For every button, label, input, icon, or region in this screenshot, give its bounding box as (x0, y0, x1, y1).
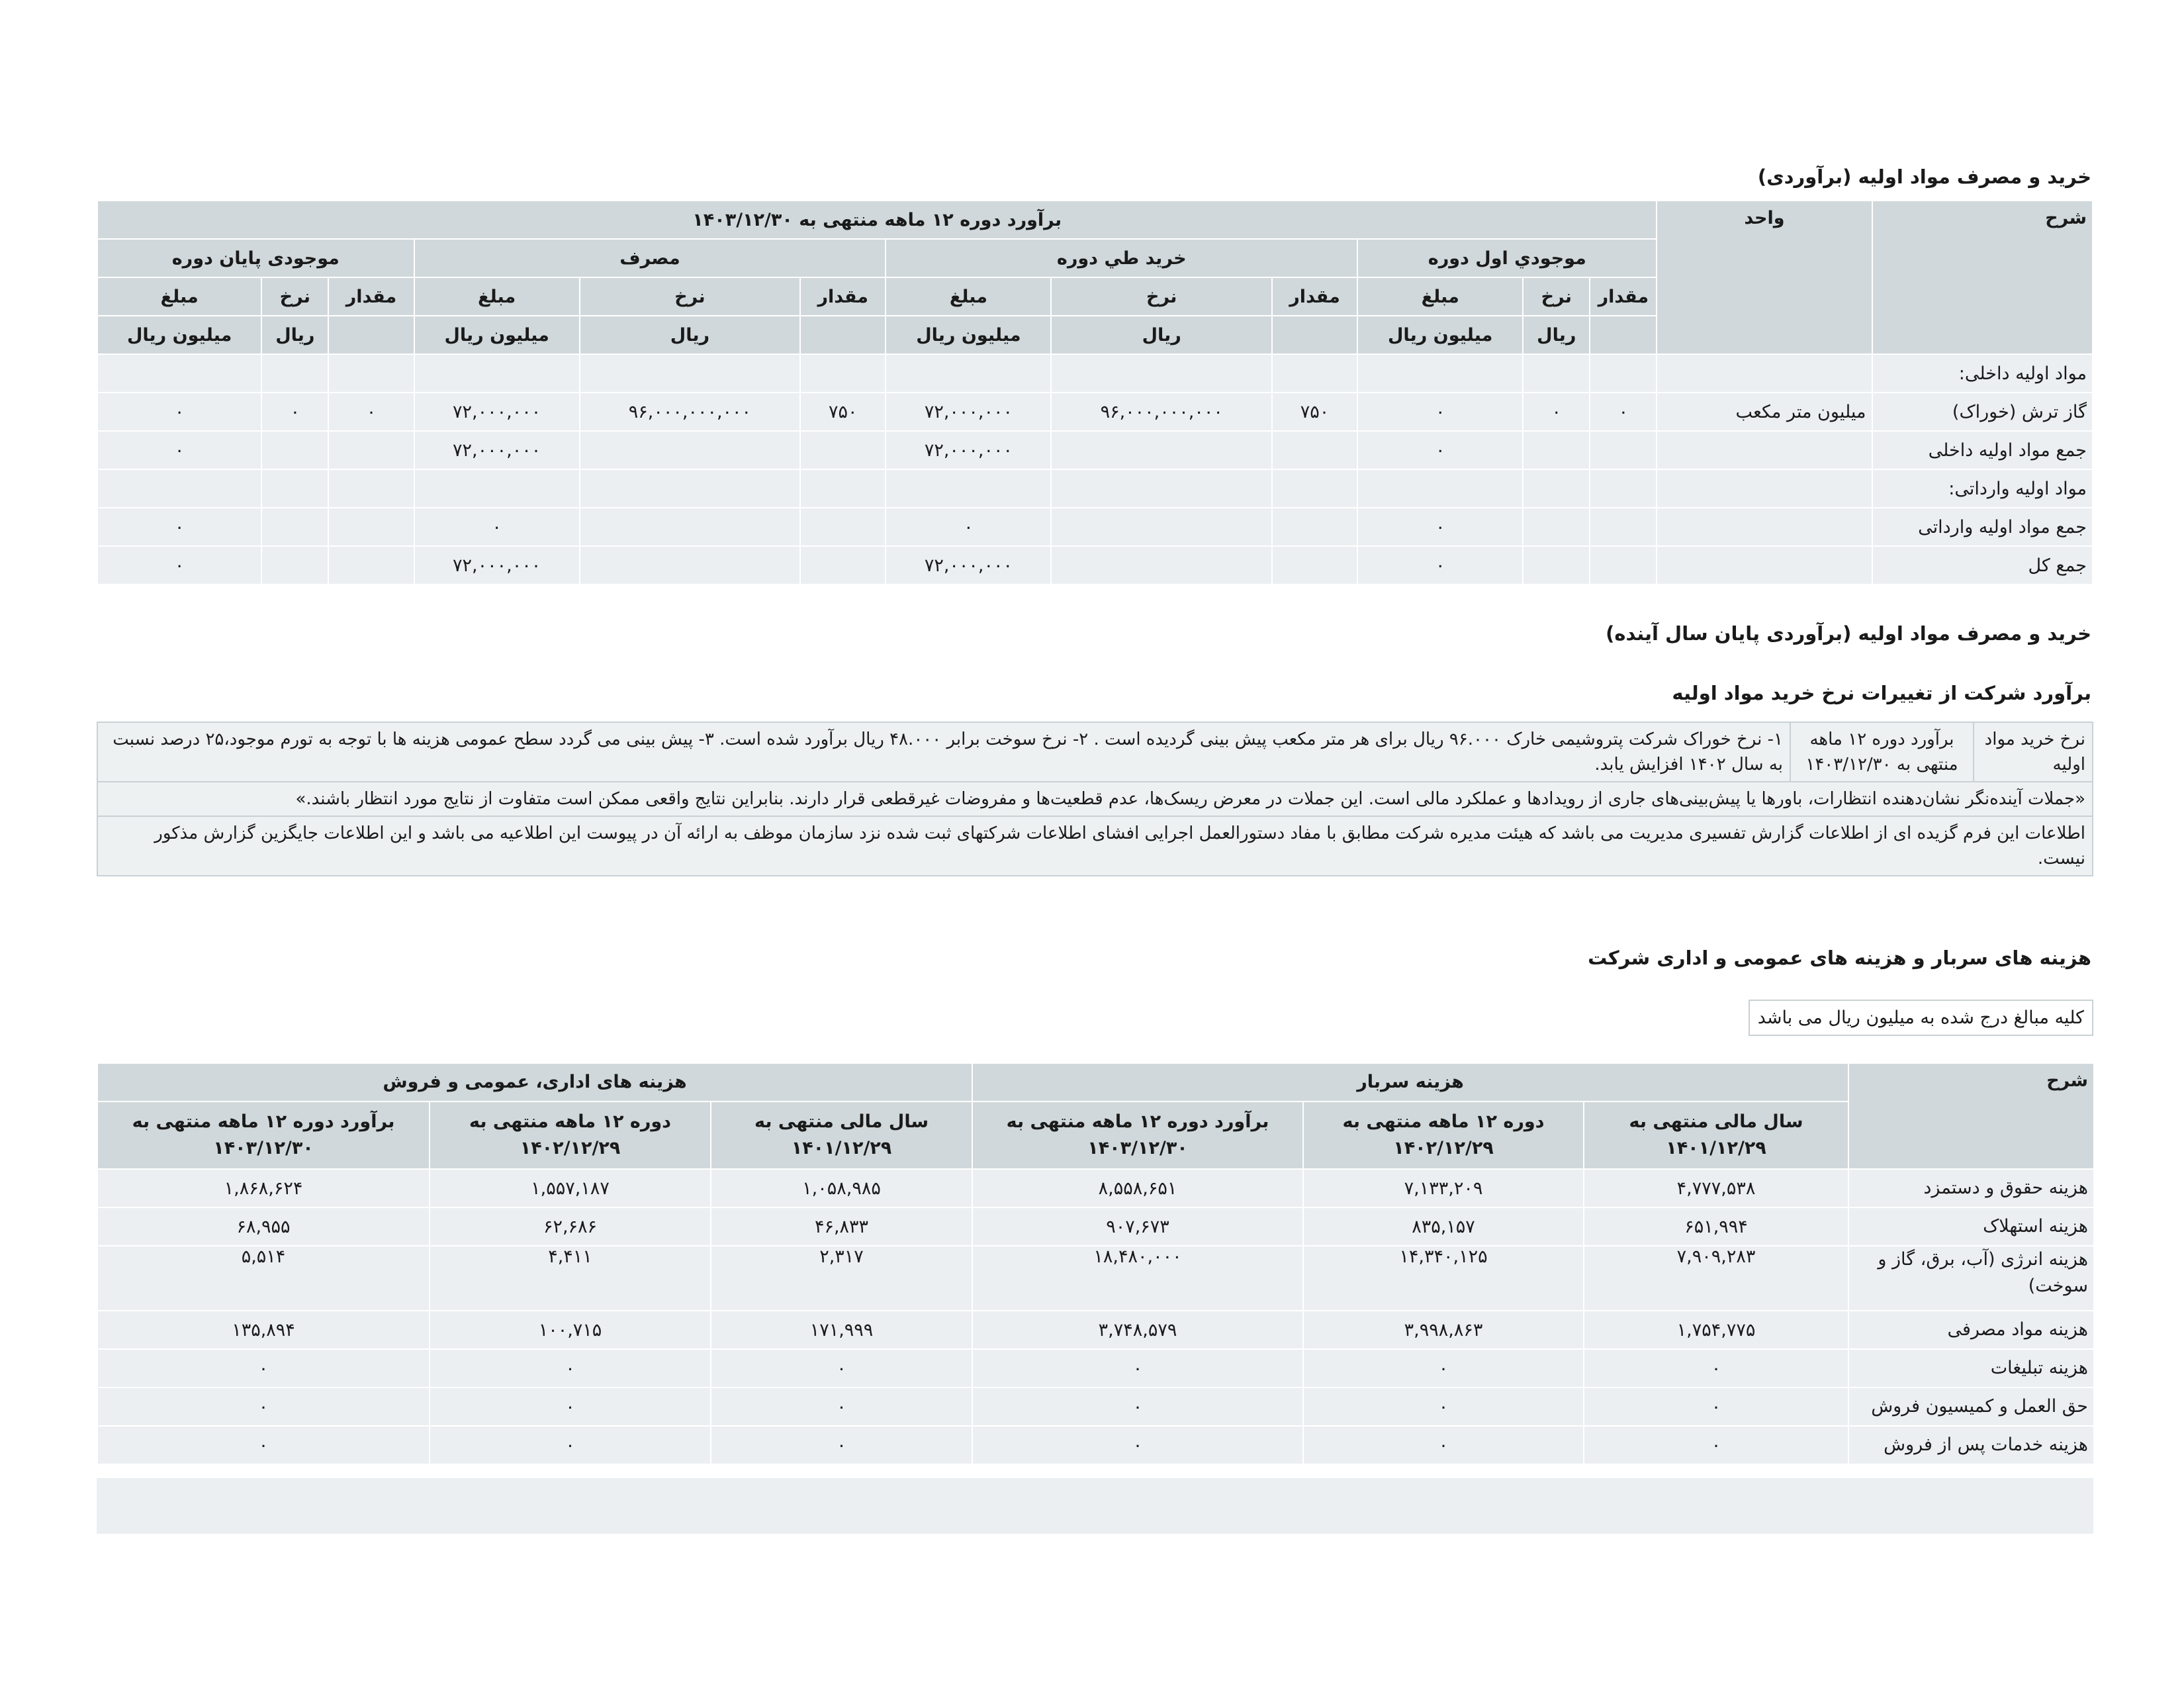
table-cell (1272, 546, 1357, 585)
table-cell (1051, 508, 1271, 546)
row-label: هزینه خدمات پس از فروش (1848, 1426, 2094, 1464)
header-rate: نرخ (1523, 277, 1590, 316)
unit-blank (800, 316, 886, 354)
admin-col-fy1402: دوره ۱۲ ماهه منتهی به ۱۴۰۲/۱۲/۲۹ (430, 1102, 711, 1169)
table-cell: ۰ (711, 1426, 972, 1464)
header-period: برآورد دوره ۱۲ ماهه منتهی به ۱۴۰۳/۱۲/۳۰ (97, 201, 1657, 239)
table-cell (580, 469, 800, 508)
table-cell: ۷۲,۰۰۰,۰۰۰ (886, 546, 1051, 585)
header-opening: موجودي اول دوره (1357, 239, 1657, 277)
table-cell: ۷۲,۰۰۰,۰۰۰ (886, 393, 1051, 431)
table-cell: ۱,۸۶۸,۶۲۴ (97, 1169, 430, 1207)
overhead-col-fy1401: سال مالی منتهی به ۱۴۰۱/۱۲/۲۹ (1584, 1102, 1848, 1169)
table-cell: ۰ (1303, 1426, 1584, 1464)
header-unit: واحد (1657, 201, 1872, 354)
table-cell: ۵,۵۱۴ (97, 1246, 430, 1311)
table-cell (1357, 469, 1523, 508)
table-cell: ۰ (97, 393, 261, 431)
row-label: هزینه مواد مصرفی (1848, 1311, 2094, 1349)
row-unit (1657, 469, 1872, 508)
table-cell: ۰ (261, 393, 328, 431)
rate-period-label: برآورد دوره ۱۲ ماهه منتهی به ۱۴۰۳/۱۲/۳۰ (1790, 723, 1973, 781)
table-cell (261, 354, 328, 393)
table-row (97, 469, 2093, 508)
table-cell (261, 508, 328, 546)
table-cell (261, 431, 328, 469)
table-cell: ۶۸,۹۵۵ (97, 1207, 430, 1246)
rate-notes-box (97, 722, 2093, 876)
table-cell: ۱,۷۵۴,۷۷۵ (1584, 1311, 1848, 1349)
table-cell: ۷۲,۰۰۰,۰۰۰ (414, 431, 580, 469)
row-unit (1657, 431, 1872, 469)
unit-blank (1272, 316, 1357, 354)
table-cell (328, 508, 414, 546)
unit-million-rial: میلیون ریال (886, 316, 1051, 354)
table-cell (580, 508, 800, 546)
disclaimer-row (97, 782, 2093, 817)
table-cell: ۰ (414, 508, 580, 546)
row-label: هزینه انرژی (آب، برق، گاز و سوخت) (1848, 1246, 2094, 1311)
row-label: جمع مواد اولیه داخلی (1872, 431, 2093, 469)
section-title-overhead: هزینه های سربار و هزینه های عمومی و اداری شرکت (1588, 947, 2091, 969)
table-cell (328, 354, 414, 393)
info-text: اطلاعات این فرم گزیده ای از اطلاعات گزارش تفسیری مدیریت می باشد که هیئت مدیره شرکت مطابق با مفاد دستورالعمل اجرایی افشای اطلاعات شرکتهای ثبت شده نزد سازمان موظف به ارائه آن در پیوست این اطلاعیه می باشد و این اطلاعات جایگزین گزارش مذکور نیست. (154, 823, 2085, 868)
table-cell: ۰ (1584, 1387, 1848, 1426)
table-cell (1051, 431, 1271, 469)
row-label: مواد اولیه داخلی: (1872, 354, 2093, 393)
table-cell (1590, 546, 1657, 585)
header-qty: مقدار (328, 277, 414, 316)
rate-row (97, 722, 2093, 782)
table-cell: ۰ (328, 393, 414, 431)
unit-rial: ریال (580, 316, 800, 354)
table-cell: ۷۲,۰۰۰,۰۰۰ (414, 393, 580, 431)
table-cell (1272, 469, 1357, 508)
table-row (97, 393, 2093, 431)
table-row (97, 1246, 2094, 1311)
header-qty: مقدار (1590, 277, 1657, 316)
table-cell (1590, 431, 1657, 469)
table-cell (800, 431, 886, 469)
unit-million-rial: میلیون ریال (414, 316, 580, 354)
table-cell: ۰ (711, 1387, 972, 1426)
table-cell: ۰ (972, 1426, 1303, 1464)
table-cell: ۷,۱۳۳,۲۰۹ (1303, 1169, 1584, 1207)
table-cell (580, 546, 800, 585)
raw-materials-table (97, 200, 2093, 585)
footer-band (97, 1478, 2093, 1534)
header-rate: نرخ (261, 277, 328, 316)
table-row (97, 431, 2093, 469)
table-cell: ۰ (97, 546, 261, 585)
table-cell: ۰ (1357, 508, 1523, 546)
unit-million-rial: میلیون ریال (97, 316, 261, 354)
table-cell: ۹۶,۰۰۰,۰۰۰,۰۰۰ (1051, 393, 1271, 431)
table-cell: ۱۳۵,۸۹۴ (97, 1311, 430, 1349)
header-closing: موجودی پایان دوره (97, 239, 414, 277)
info-row (97, 817, 2093, 876)
row-label: جمع مواد اولیه وارداتی (1872, 508, 2093, 546)
row-label: هزینه حقوق و دستمزد (1848, 1169, 2094, 1207)
table-row (97, 1311, 2094, 1349)
table-cell (886, 354, 1051, 393)
table-cell (261, 546, 328, 585)
table-row (97, 1169, 2094, 1207)
table-cell (1051, 546, 1271, 585)
table-cell: ۴۶,۸۳۳ (711, 1207, 972, 1246)
row-unit: میلیون متر مکعب (1657, 393, 1872, 431)
header-amount: مبلغ (414, 277, 580, 316)
header-amount: مبلغ (1357, 277, 1523, 316)
unit-note: کلیه مبالغ درج شده به میلیون ریال می باشد (1749, 1000, 2093, 1036)
table-row (97, 1349, 2094, 1387)
table-cell (97, 354, 261, 393)
table-cell (580, 354, 800, 393)
table-cell: ۰ (886, 508, 1051, 546)
unit-rial: ریال (1523, 316, 1590, 354)
table-cell (1523, 546, 1590, 585)
table-cell (800, 508, 886, 546)
table-cell (328, 546, 414, 585)
table-cell: ۳,۹۹۸,۸۶۳ (1303, 1311, 1584, 1349)
unit-blank (1590, 316, 1657, 354)
table-cell: ۰ (97, 1387, 430, 1426)
admin-col-est1403: برآورد دوره ۱۲ ماهه منتهی به ۱۴۰۳/۱۲/۳۰ (97, 1102, 430, 1169)
section-title-raw-materials: خرید و مصرف مواد اولیه (برآوردی) (1757, 165, 2091, 188)
table-cell (800, 354, 886, 393)
table-cell: ۰ (711, 1349, 972, 1387)
table-cell: ۰ (430, 1426, 711, 1464)
table-row (97, 354, 2093, 393)
table-cell: ۰ (1590, 393, 1657, 431)
table-cell: ۰ (1303, 1349, 1584, 1387)
overhead-header-admin: هزینه های اداری، عمومی و فروش (97, 1063, 972, 1102)
table-cell (97, 469, 261, 508)
row-label: هزینه استهلاک (1848, 1207, 2094, 1246)
section-subtitle-rate-changes: برآورد شرکت از تغییرات نرخ خرید مواد اولیه (1672, 682, 2091, 704)
table-row (97, 1207, 2094, 1246)
overhead-col-fy1402: دوره ۱۲ ماهه منتهی به ۱۴۰۲/۱۲/۲۹ (1303, 1102, 1584, 1169)
header-amount: مبلغ (886, 277, 1051, 316)
table-cell: ۰ (1357, 393, 1523, 431)
table-cell (1523, 508, 1590, 546)
table-cell (328, 431, 414, 469)
table-cell: ۷۵۰ (1272, 393, 1357, 431)
table-cell: ۲,۳۱۷ (711, 1246, 972, 1311)
table-cell (414, 469, 580, 508)
table-cell: ۴,۴۱۱ (430, 1246, 711, 1311)
table-cell (1590, 354, 1657, 393)
table-cell: ۰ (1303, 1387, 1584, 1426)
table-cell (1272, 431, 1357, 469)
section-title-forecast: خرید و مصرف مواد اولیه (برآوردی پایان سال آینده) (1606, 622, 2091, 645)
rate-description: ۱- نرخ خوراک شرکت پتروشیمی خارک ۹۶.۰۰۰ ریال برای هر متر مکعب پیش بینی گردیده است . ۲- نرخ سوخت برابر ۴۸.۰۰۰ ریال برآورد شده است. ۳- پیش بینی می گردد سطح عمومی هزینه ها با توجه به تورم موجود،۲۵ درصد نسبت به سال ۱۴۰۲ افزایش یابد. (113, 729, 1783, 774)
table-cell (886, 469, 1051, 508)
table-cell: ۰ (1357, 431, 1523, 469)
table-cell: ۶۲,۶۸۶ (430, 1207, 711, 1246)
table-cell: ۴,۷۷۷,۵۳۸ (1584, 1169, 1848, 1207)
table-cell: ۱۴,۳۴۰,۱۲۵ (1303, 1246, 1584, 1311)
admin-col-fy1401: سال مالی منتهی به ۱۴۰۱/۱۲/۲۹ (711, 1102, 972, 1169)
row-label: گاز ترش (خوراک) (1872, 393, 2093, 431)
table-cell: ۰ (430, 1387, 711, 1426)
table-cell (1272, 508, 1357, 546)
disclaimer-text: «جملات آینده‌نگر نشان‌دهنده انتظارات، باورها یا پیش‌بینی‌های جاری از رویدادها و عملکرد مالی است. این جملات در معرض ریسک‌ها، عدم قطعیت‌ها و مفروضات غیرقطعی قرار دارند. بنابراین نتایج واقعی ممکن است متفاوت از نتایج مورد انتظار باشند.» (295, 789, 2085, 809)
table-cell (261, 469, 328, 508)
table-cell (1590, 469, 1657, 508)
header-rate: نرخ (580, 277, 800, 316)
table-cell (1523, 354, 1590, 393)
table-cell: ۹۶,۰۰۰,۰۰۰,۰۰۰ (580, 393, 800, 431)
table-cell (414, 354, 580, 393)
row-label: هزینه تبلیغات (1848, 1349, 2094, 1387)
table-cell: ۹۰۷,۶۷۳ (972, 1207, 1303, 1246)
table-cell: ۸,۵۵۸,۶۵۱ (972, 1169, 1303, 1207)
table-cell (1051, 354, 1271, 393)
table-cell: ۷,۹۰۹,۲۸۳ (1584, 1246, 1848, 1311)
header-qty: مقدار (1272, 277, 1357, 316)
table-cell: ۱,۵۵۷,۱۸۷ (430, 1169, 711, 1207)
table-cell: ۰ (972, 1349, 1303, 1387)
row-unit (1657, 508, 1872, 546)
table-row (97, 1426, 2094, 1464)
header-qty: مقدار (800, 277, 886, 316)
table-cell: ۰ (97, 431, 261, 469)
header-rate: نرخ (1051, 277, 1271, 316)
table-cell: ۰ (97, 1426, 430, 1464)
unit-rial: ریال (261, 316, 328, 354)
table-cell (1523, 431, 1590, 469)
table-cell: ۷۵۰ (800, 393, 886, 431)
overhead-header-overhead: هزینه سربار (972, 1063, 1848, 1102)
row-unit (1657, 354, 1872, 393)
table-cell: ۰ (430, 1349, 711, 1387)
table-cell: ۸۳۵,۱۵۷ (1303, 1207, 1584, 1246)
rate-label: نرخ خرید مواد اولیه (1973, 723, 2092, 781)
table-cell: ۰ (1523, 393, 1590, 431)
table-row (97, 546, 2093, 585)
table-cell: ۰ (1584, 1426, 1848, 1464)
unit-rial: ریال (1051, 316, 1271, 354)
table-cell (1051, 469, 1271, 508)
row-label: جمع کل (1872, 546, 2093, 585)
unit-blank (328, 316, 414, 354)
table-cell: ۱۸,۴۸۰,۰۰۰ (972, 1246, 1303, 1311)
table-cell: ۶۵۱,۹۹۴ (1584, 1207, 1848, 1246)
table-cell: ۰ (1357, 546, 1523, 585)
table-cell (580, 431, 800, 469)
unit-million-rial: میلیون ریال (1357, 316, 1523, 354)
table-cell: ۱,۰۵۸,۹۸۵ (711, 1169, 972, 1207)
table-cell (800, 469, 886, 508)
header-amount: مبلغ (97, 277, 261, 316)
table-cell: ۰ (97, 508, 261, 546)
table-row (97, 508, 2093, 546)
header-desc: شرح (1872, 201, 2093, 354)
table-cell (1523, 469, 1590, 508)
table-cell: ۳,۷۴۸,۵۷۹ (972, 1311, 1303, 1349)
table-cell (1590, 508, 1657, 546)
table-cell: ۱۰۰,۷۱۵ (430, 1311, 711, 1349)
table-row (97, 1387, 2094, 1426)
overhead-table (97, 1062, 2095, 1465)
table-cell: ۷۲,۰۰۰,۰۰۰ (414, 546, 580, 585)
table-cell: ۷۲,۰۰۰,۰۰۰ (886, 431, 1051, 469)
table-cell: ۰ (97, 1349, 430, 1387)
table-cell (1272, 354, 1357, 393)
table-cell: ۰ (1584, 1349, 1848, 1387)
table-cell (1357, 354, 1523, 393)
row-label: مواد اولیه وارداتی: (1872, 469, 2093, 508)
table-cell (328, 469, 414, 508)
header-consumption: مصرف (414, 239, 886, 277)
table-cell: ۱۷۱,۹۹۹ (711, 1311, 972, 1349)
overhead-col-est1403: برآورد دوره ۱۲ ماهه منتهی به ۱۴۰۳/۱۲/۳۰ (972, 1102, 1303, 1169)
table-cell (800, 546, 886, 585)
row-label: حق العمل و کمیسیون فروش (1848, 1387, 2094, 1426)
header-purchase: خريد طي دوره (886, 239, 1357, 277)
table-cell: ۰ (972, 1387, 1303, 1426)
overhead-header-desc: شرح (1848, 1063, 2094, 1169)
row-unit (1657, 546, 1872, 585)
